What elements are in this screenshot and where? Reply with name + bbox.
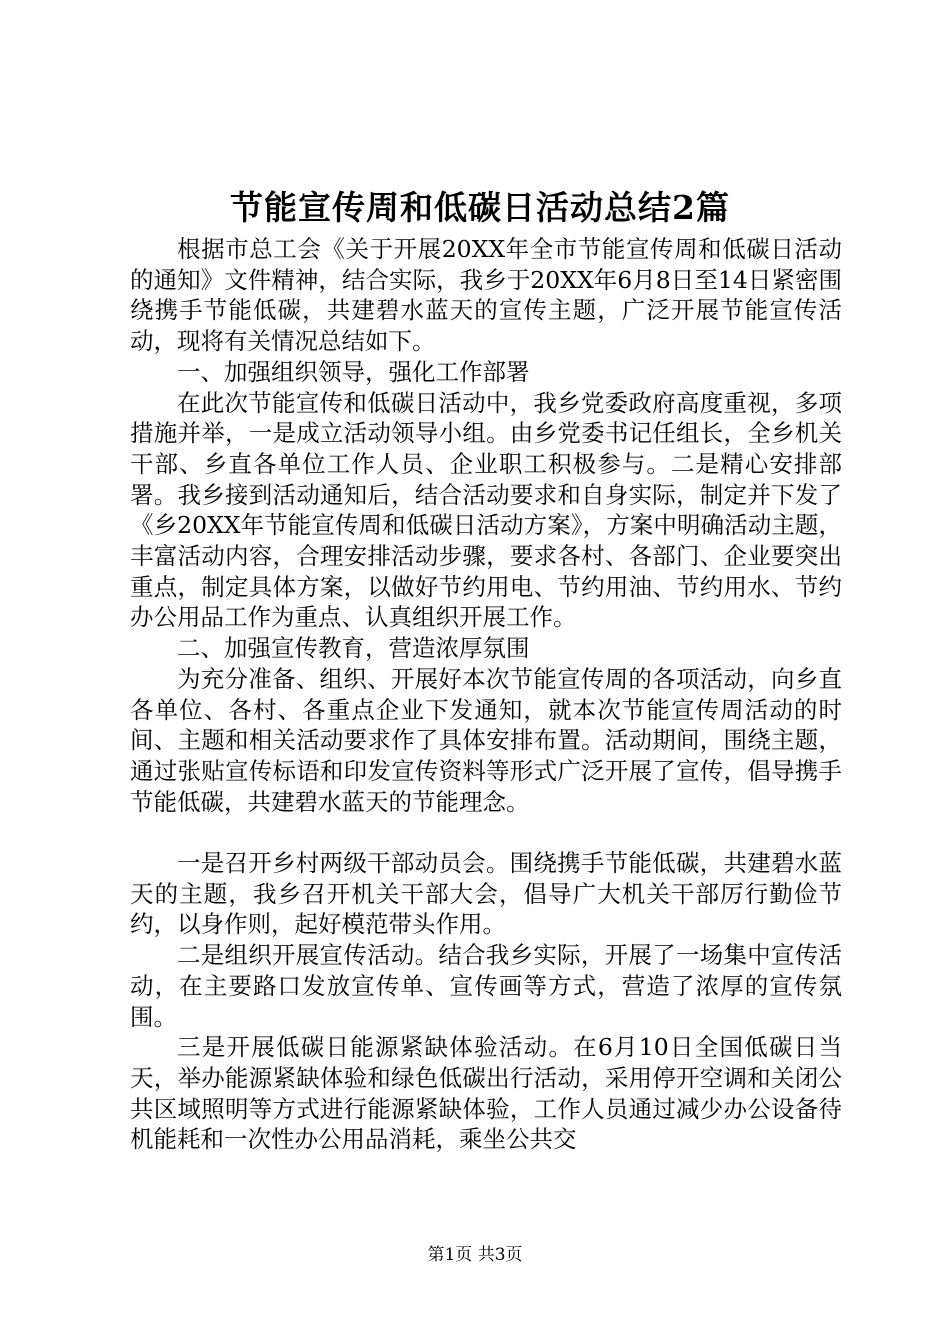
section-heading-2: 二、加强宣传教育，营造浓厚氛围 <box>177 634 530 663</box>
intro-paragraph: 根据市总工会《关于开展20XX年全市节能宣传周和低碳日活动的通知》文件精神，结合实际，我乡于20XX年6月8日至14日紧密围绕携手节能低碳，共建碧水蓝天的宣传主题，广泛开展节能宣传活动，现将有关情况总结如下。 <box>130 235 842 356</box>
section-1-paragraph: 在此次节能宣传和低碳日活动中，我乡党委政府高度重视，多项措施并举，一是成立活动领导小组。由乡党委书记任组长，全乡机关干部、乡直各单位工作人员、企业职工积极参与。二是精心安排部署。我乡接到活动通知后，结合活动要求和自身实际，制定并下发了《乡20XX年节能宣传周和低碳日活动方案》，方案中明确活动主题，丰富活动内容，合理安排活动步骤，要求各村、各部门、企业要突出重点，制定具体方案，以做好节约用电、节约用油、节约用水、节约办公用品工作为重点、认真组织开展工作。 <box>130 388 842 632</box>
document-title: 节能宣传周和低碳日活动总结2篇 <box>230 188 730 227</box>
page-footer: 第1页 共3页 <box>427 1245 523 1265</box>
section-heading-1: 一、加强组织领导，强化工作部署 <box>177 357 530 386</box>
item-3-paragraph: 三是开展低碳日能源紧缺体验活动。在6月10日全国低碳日当天，举办能源紧缺体验和绿色低碳出行活动，采用停开空调和关闭公共区域照明等方式进行能源紧缺体验，工作人员通过减少办公设备待机能耗和一次性办公用品消耗，乘坐公共交 <box>130 1033 842 1154</box>
item-1-paragraph: 一是召开乡村两级干部动员会。围绕携手节能低碳，共建碧水蓝天的主题，我乡召开机关干部大会，倡导广大机关干部厉行勤俭节约，以身作则，起好模范带头作用。 <box>130 849 842 939</box>
section-2-paragraph: 为充分准备、组织、开展好本次节能宣传周的各项活动，向乡直各单位、各村、各重点企业下发通知，就本次节能宣传周活动的时间、主题和相关活动要求作了具体安排布置。活动期间，围绕主题，通过张贴宣传标语和印发宣传资料等形式广泛开展了宣传，倡导携手节能低碳，共建碧水蓝天的节能理念。 <box>130 664 842 816</box>
paragraph-gap <box>130 817 842 848</box>
document-body <box>130 234 842 1155</box>
item-2-paragraph: 二是组织开展宣传活动。结合我乡实际，开展了一场集中宣传活动，在主要路口发放宣传单、宣传画等方式，营造了浓厚的宣传氛围。 <box>130 941 842 1031</box>
